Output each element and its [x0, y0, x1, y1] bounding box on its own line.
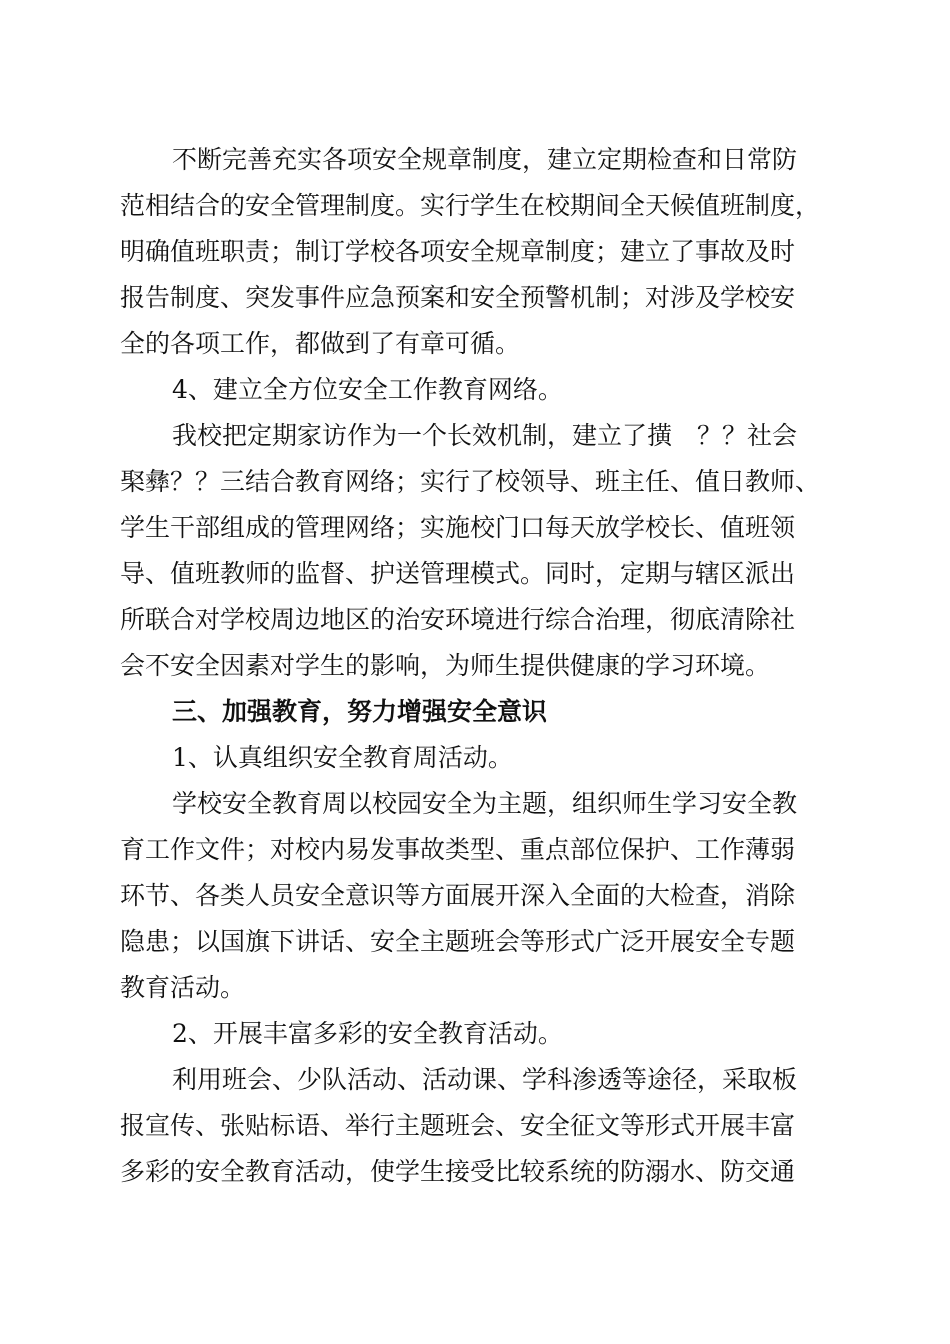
paragraph-line: 范相结合的安全管理制度。实行学生在校期间全天候值班制度，: [120, 191, 821, 220]
paragraph-line: 不断完善充实各项安全规章制度，建立定期检查和日常防: [172, 145, 798, 174]
subheading-line: 1、认真组织安全教育周活动。: [172, 743, 513, 772]
subheading-line: 2、开展丰富多彩的安全教育活动。: [172, 1019, 563, 1048]
section-heading: 三、加强教育，努力增强安全意识: [172, 697, 548, 726]
paragraph-line: 棸彝？？三结合教育网络；实行了校领导、班主任、值日教师、: [120, 467, 821, 496]
paragraph-line: 利用班会、少队活动、活动课、学科渗透等途径，采取板: [172, 1065, 798, 1094]
paragraph-line: 育工作文件；对校内易发事故类型、重点部位保护、工作薄弱: [120, 835, 796, 864]
paragraph-line: 环节、各类人员安全意识等方面展开深入全面的大检查，消除: [120, 881, 796, 910]
paragraph-line: 隐患；以国旗下讲话、安全主题班会等形式广泛开展安全专题: [120, 927, 796, 956]
paragraph-line: 会不安全因素对学生的影响，为师生提供健康的学习环境。: [120, 651, 771, 680]
paragraph-line: 所联合对学校周边地区的治安环境进行综合治理，彻底清除社: [120, 605, 796, 634]
paragraph-line: 明确值班职责；制订学校各项安全规章制度；建立了事故及时: [120, 237, 796, 266]
paragraph-line: 全的各项工作，都做到了有章可循。: [120, 329, 521, 358]
paragraph-line: 报宣传、张贴标语、举行主题班会、安全征文等形式开展丰富: [120, 1111, 796, 1140]
paragraph-line: 学校安全教育周以校园安全为主题，组织师生学习安全教: [172, 789, 798, 818]
paragraph-line: 报告制度、突发事件应急预案和安全预警机制；对涉及学校安: [120, 283, 796, 312]
paragraph-line: 导、值班教师的监督、护送管理模式。同时，定期与辖区派出: [120, 559, 796, 588]
paragraph-line: 学生干部组成的管理网络；实施校门口每天放学校长、值班领: [120, 513, 796, 542]
paragraph-line: 我校把定期家访作为一个长效机制，建立了撗 ？？社会: [172, 421, 798, 450]
subheading-line: 4、建立全方位安全工作教育网络。: [172, 375, 563, 404]
paragraph-line: 多彩的安全教育活动，使学生接受比较系统的防溺水、防交通: [120, 1157, 796, 1186]
paragraph-line: 教育活动。: [120, 973, 246, 1002]
